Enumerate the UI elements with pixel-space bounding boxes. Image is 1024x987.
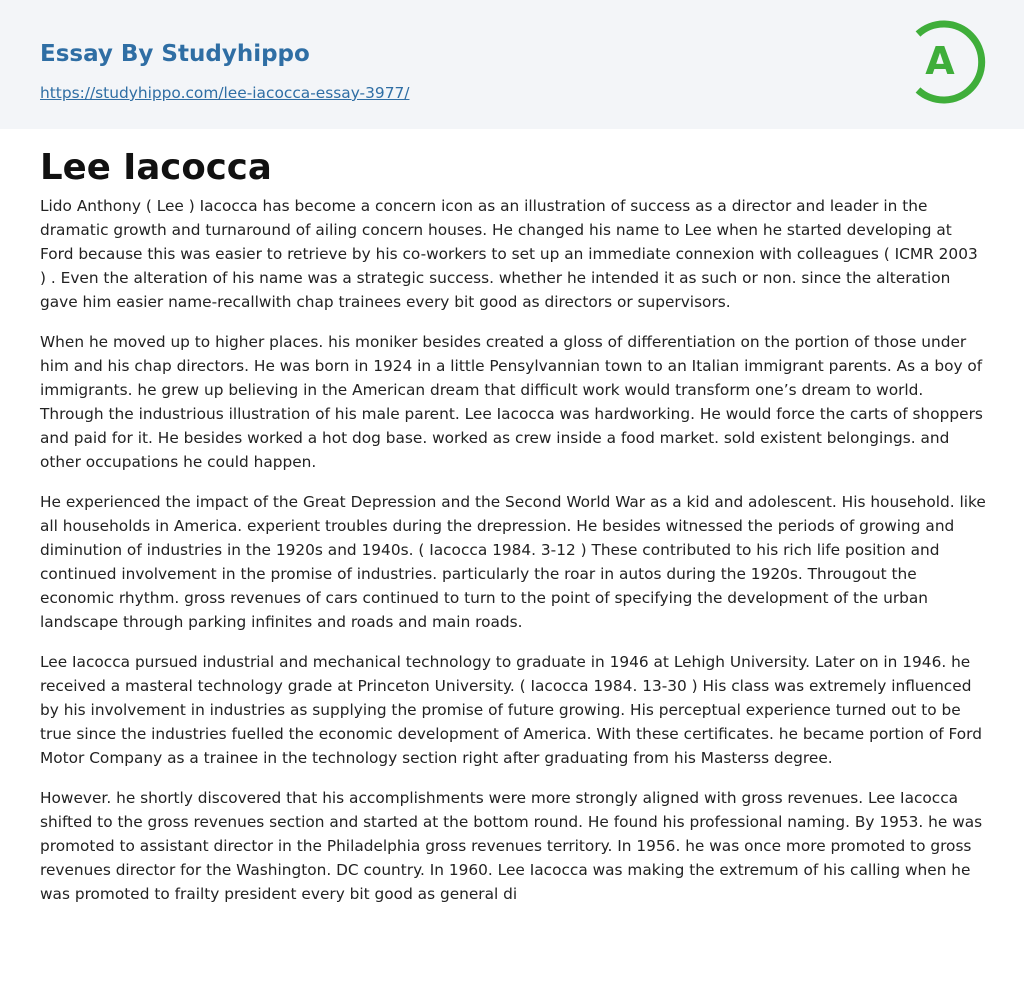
site-header [0,0,1024,129]
logo-letter: A [925,39,955,83]
essay-paragraph: He experienced the impact of the Great Depression and the Second World War as a kid and adolescent. His household. like all households in America. experient troubles during the drepression. He besides witnessed the periods of growing and diminution of industries in the 1920s and 1940s. ( Iacocca 1984. 3-12 ) These contributed to his rich life position and continued involvement in the promise of industries. particularly the roar in autos during the 1920s. Througout the economic rhythm. gross revenues of cars continued to turn to the point of specifying the development of the urban landscape through parking infinites and roads and main roads. [40,493,986,631]
studyhippo-logo-icon[interactable] [908,16,988,108]
brand-title[interactable]: Essay By Studyhippo [40,41,310,67]
essay-body [40,194,986,922]
source-url-link[interactable]: https://studyhippo.com/lee-iacocca-essay-3977/ [40,84,410,102]
essay-paragraph: When he moved up to higher places. his moniker besides created a gloss of differentiation on the portion of those under him and his chap directors. He was born in 1924 in a little Pensylvannian town to an Italian immigrant parents. As a boy of immigrants. he grew up believing in the American dream that difficult work would transform one’s dream to world. Through the industrious illustration of his male parent. Lee Iacocca was hardworking. He would force the carts of shoppers and paid for it. He besides worked a hot dog base. worked as crew inside a food market. sold existent belongings. and other occupations he could happen. [40,333,983,471]
essay-paragraph: Lee Iacocca pursued industrial and mechanical technology to graduate in 1946 at Lehigh University. Later on in 1946. he received a masteral technology grade at Princeton University. ( Iacocca 1984. 13-30 ) His class was extremely influenced by his involvement in industries as supplying the promise of future growing. His perceptual experience turned out to be true since the industries fuelled the economic development of America. With these certificates. he became portion of Ford Motor Company as a trainee in the technology section right after graduating from his Masterss degree. [40,653,982,767]
essay-paragraph: Lido Anthony ( Lee ) Iacocca has become a concern icon as an illustration of success as a director and leader in the dramatic growth and turnaround of ailing concern houses. He changed his name to Lee when he started developing at Ford because this was easier to retrieve by his co-workers to set up an immediate connexion with colleagues ( ICMR 2003 ) . Even the alteration of his name was a strategic success. whether he intended it as such or non. since the alteration gave him easier name-recallwith chap trainees every bit good as directors or supervisors. [40,197,978,311]
essay-title: Lee Iacocca [40,147,272,188]
essay-paragraph: However. he shortly discovered that his accomplishments were more strongly aligned with gross revenues. Lee Iacocca shifted to the gross revenues section and started at the bottom round. He found his professional naming. By 1953. he was promoted to assistant director in the Philadelphia gross revenues territory. In 1956. he was once more promoted to gross revenues director for the Washington. DC country. In 1960. Lee Iacocca was making the extremum of his calling when he was promoted to frailty president every bit good as general di [40,789,983,903]
